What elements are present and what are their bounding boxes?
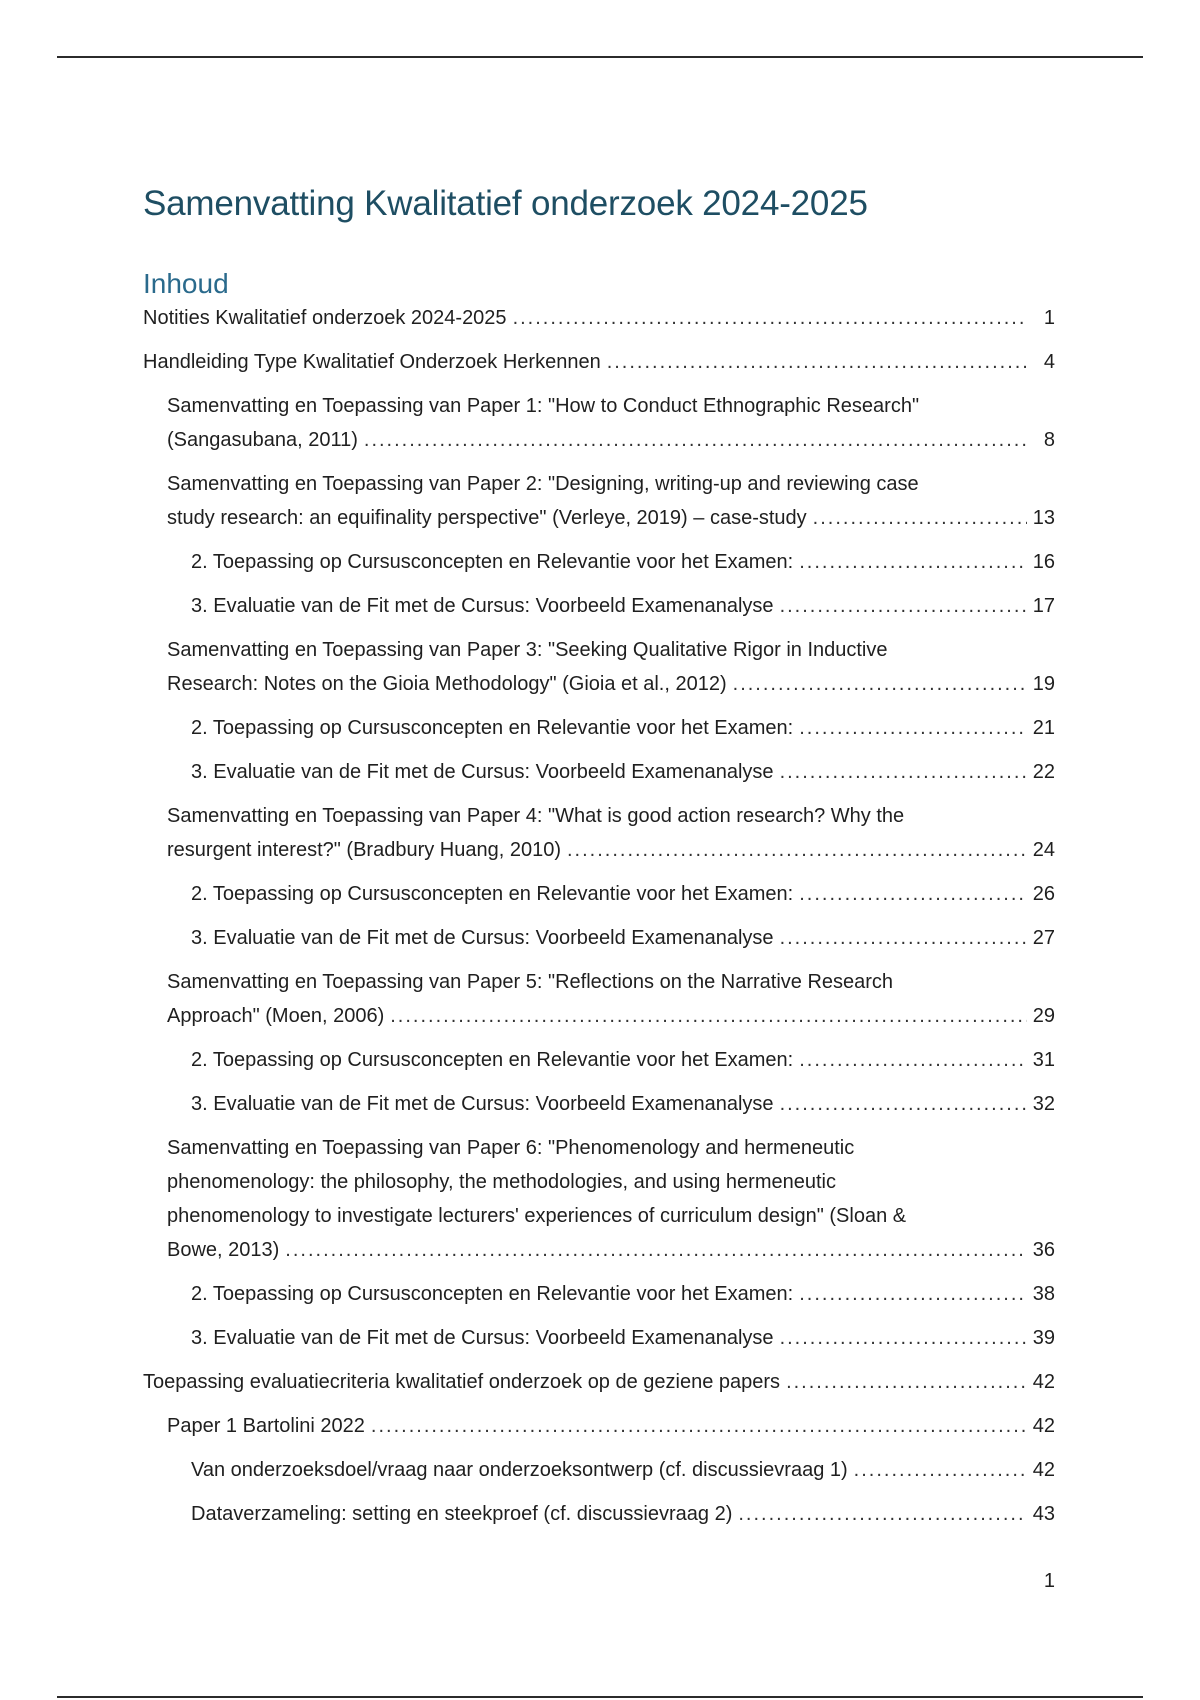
toc-page-number: 42 — [1032, 1415, 1055, 1437]
toc-entry[interactable] — [143, 1087, 1055, 1121]
toc-entry-text: 3. Evaluatie van de Fit met de Cursus: Voorbeeld Examenanalyse — [191, 595, 774, 617]
toc-entry[interactable] — [143, 589, 1055, 623]
toc-leader-dots — [813, 501, 1027, 535]
toc-entry-row — [191, 755, 1055, 789]
toc-page-number: 8 — [1043, 429, 1055, 451]
toc-entry-text: 2. Toepassing op Cursusconcepten en Relevantie voor het Examen: — [191, 717, 794, 739]
toc-entry[interactable] — [143, 1277, 1055, 1311]
toc-page-number: 42 — [1032, 1459, 1055, 1481]
toc-page-number: 16 — [1032, 551, 1055, 573]
toc-leader-dots — [607, 345, 1027, 379]
toc-entry-row — [191, 877, 1055, 911]
toc-page-number: 31 — [1032, 1049, 1055, 1071]
toc-entry-row — [191, 589, 1055, 623]
toc-entry-text: Notities Kwalitatief onderzoek 2024-2025 — [143, 307, 507, 329]
toc-entry[interactable] — [143, 1365, 1055, 1399]
toc-page-number: 36 — [1032, 1239, 1055, 1261]
toc-entry-row — [167, 1233, 1055, 1267]
toc-page-number: 17 — [1032, 595, 1055, 617]
toc-leader-dots — [285, 1233, 1026, 1267]
toc-heading: Inhoud — [143, 268, 229, 299]
toc-page-number: 22 — [1032, 761, 1055, 783]
toc-entry-text: resurgent interest?" (Bradbury Huang, 2010) — [167, 839, 561, 861]
toc-entry[interactable] — [143, 965, 1055, 1033]
table-of-contents — [143, 301, 1055, 1531]
toc-leader-dots — [780, 755, 1027, 789]
document-title: Samenvatting Kwalitatief onderzoek 2024-2025 — [143, 184, 868, 223]
toc-entry-text: phenomenology: the philosophy, the methodologies, and using hermeneutic — [167, 1171, 836, 1193]
toc-page-number: 27 — [1032, 927, 1055, 949]
toc-entry-row — [167, 999, 1055, 1033]
toc-entry-text: Samenvatting en Toepassing van Paper 4: "What is good action research? Why the — [167, 805, 905, 827]
toc-entry-text: 3. Evaluatie van de Fit met de Cursus: Voorbeeld Examenanalyse — [191, 1093, 774, 1115]
toc-leader-dots — [780, 589, 1027, 623]
toc-entry-row — [191, 1043, 1055, 1077]
toc-entry-text: study research: an equifinality perspective" (Verleye, 2019) – case-study — [167, 507, 807, 529]
toc-entry-text: 3. Evaluatie van de Fit met de Cursus: Voorbeeld Examenanalyse — [191, 1327, 774, 1349]
toc-leader-dots — [733, 667, 1027, 701]
toc-leader-dots — [799, 1043, 1027, 1077]
toc-leader-dots — [799, 1277, 1027, 1311]
toc-entry-row — [167, 423, 1055, 457]
toc-page-number: 26 — [1032, 883, 1055, 905]
toc-entry[interactable] — [143, 1497, 1055, 1531]
toc-entry-text: Samenvatting en Toepassing van Paper 3: "Seeking Qualitative Rigor in Inductive — [167, 639, 888, 661]
toc-page-number: 21 — [1032, 717, 1055, 739]
toc-entry-text: Handleiding Type Kwalitatief Onderzoek Herkennen — [143, 351, 601, 373]
toc-leader-dots — [786, 1365, 1027, 1399]
toc-page-number: 19 — [1032, 673, 1055, 695]
toc-entry-text: Samenvatting en Toepassing van Paper 2: "Designing, writing-up and reviewing case — [167, 473, 919, 495]
toc-page-number: 39 — [1032, 1327, 1055, 1349]
header-rule — [57, 56, 1143, 58]
toc-leader-dots — [799, 877, 1027, 911]
toc-entry[interactable] — [143, 877, 1055, 911]
toc-leader-dots — [799, 545, 1027, 579]
toc-page-number: 42 — [1032, 1371, 1055, 1393]
toc-entry[interactable] — [143, 921, 1055, 955]
toc-entry-text: 2. Toepassing op Cursusconcepten en Relevantie voor het Examen: — [191, 1283, 794, 1305]
toc-entry-row — [191, 1497, 1055, 1531]
toc-leader-dots — [390, 999, 1027, 1033]
toc-entry-row — [167, 833, 1055, 867]
toc-page-number: 43 — [1032, 1503, 1055, 1525]
page-number: 1 — [1043, 1570, 1055, 1592]
toc-entry-text: 2. Toepassing op Cursusconcepten en Relevantie voor het Examen: — [191, 883, 794, 905]
toc-leader-dots — [780, 1087, 1027, 1121]
toc-entry[interactable] — [143, 1409, 1055, 1443]
toc-entry-text: Samenvatting en Toepassing van Paper 1: "How to Conduct Ethnographic Research" — [167, 395, 920, 417]
toc-entry-row — [143, 301, 1055, 335]
toc-entry-text: Bowe, 2013) — [167, 1239, 280, 1261]
toc-leader-dots — [371, 1409, 1027, 1443]
toc-entry-row — [191, 921, 1055, 955]
toc-entry-text: phenomenology to investigate lecturers' experiences of curriculum design" (Sloan & — [167, 1205, 907, 1227]
toc-entry-text: Samenvatting en Toepassing van Paper 6: "Phenomenology and hermeneutic — [167, 1137, 855, 1159]
toc-page-number: 13 — [1032, 507, 1055, 529]
toc-entry-row — [191, 711, 1055, 745]
toc-entry[interactable] — [143, 1131, 1055, 1267]
toc-entry-row — [191, 545, 1055, 579]
toc-entry-text: Approach" (Moen, 2006) — [167, 1005, 385, 1027]
toc-leader-dots — [854, 1453, 1027, 1487]
toc-entry-text: Samenvatting en Toepassing van Paper 5: "Reflections on the Narrative Research — [167, 971, 894, 993]
page-content — [143, 178, 1055, 1531]
toc-entry[interactable] — [143, 1453, 1055, 1487]
toc-page-number: 29 — [1032, 1005, 1055, 1027]
toc-leader-dots — [567, 833, 1027, 867]
toc-page-number: 38 — [1032, 1283, 1055, 1305]
toc-entry[interactable] — [143, 467, 1055, 535]
toc-entry[interactable] — [143, 1043, 1055, 1077]
toc-entry[interactable] — [143, 301, 1055, 335]
toc-entry-row — [143, 1365, 1055, 1399]
toc-leader-dots — [780, 1321, 1027, 1355]
toc-entry-row — [167, 501, 1055, 535]
toc-leader-dots — [738, 1497, 1026, 1531]
toc-entry-row — [167, 1409, 1055, 1443]
toc-entry[interactable] — [143, 389, 1055, 457]
toc-entry-text: (Sangasubana, 2011) — [167, 429, 358, 451]
toc-leader-dots — [799, 711, 1027, 745]
toc-entry[interactable] — [143, 633, 1055, 701]
toc-entry-text: 3. Evaluatie van de Fit met de Cursus: Voorbeeld Examenanalyse — [191, 927, 774, 949]
toc-leader-dots — [364, 423, 1027, 457]
toc-page-number: 4 — [1043, 351, 1055, 373]
toc-entry-row — [191, 1321, 1055, 1355]
toc-entry-row — [143, 345, 1055, 379]
toc-entry-text: Research: Notes on the Gioia Methodology" (Gioia et al., 2012) — [167, 673, 727, 695]
toc-entry[interactable] — [143, 1321, 1055, 1355]
toc-entry[interactable] — [143, 755, 1055, 789]
toc-entry-row — [191, 1277, 1055, 1311]
toc-entry-text: Paper 1 Bartolini 2022 — [167, 1415, 365, 1437]
toc-entry-row — [167, 667, 1055, 701]
toc-entry[interactable] — [143, 545, 1055, 579]
toc-entry-text: Dataverzameling: setting en steekproef (cf. discussievraag 2) — [191, 1503, 733, 1525]
toc-entry-text: 3. Evaluatie van de Fit met de Cursus: Voorbeeld Examenanalyse — [191, 761, 774, 783]
toc-entry[interactable] — [143, 345, 1055, 379]
toc-entry[interactable] — [143, 799, 1055, 867]
toc-leader-dots — [780, 921, 1027, 955]
toc-entry[interactable] — [143, 711, 1055, 745]
toc-page-number: 24 — [1032, 839, 1055, 861]
toc-leader-dots — [513, 301, 1027, 335]
footer-rule — [57, 1696, 1143, 1698]
toc-entry-text: Van onderzoeksdoel/vraag naar onderzoeksontwerp (cf. discussievraag 1) — [191, 1459, 848, 1481]
toc-page-number: 32 — [1032, 1093, 1055, 1115]
toc-page-number: 1 — [1043, 307, 1055, 329]
toc-entry-row — [191, 1087, 1055, 1121]
toc-entry-text: 2. Toepassing op Cursusconcepten en Relevantie voor het Examen: — [191, 551, 794, 573]
toc-entry-row — [191, 1453, 1055, 1487]
toc-entry-text: Toepassing evaluatiecriteria kwalitatief onderzoek op de geziene papers — [143, 1371, 781, 1393]
toc-entry-text: 2. Toepassing op Cursusconcepten en Relevantie voor het Examen: — [191, 1049, 794, 1071]
